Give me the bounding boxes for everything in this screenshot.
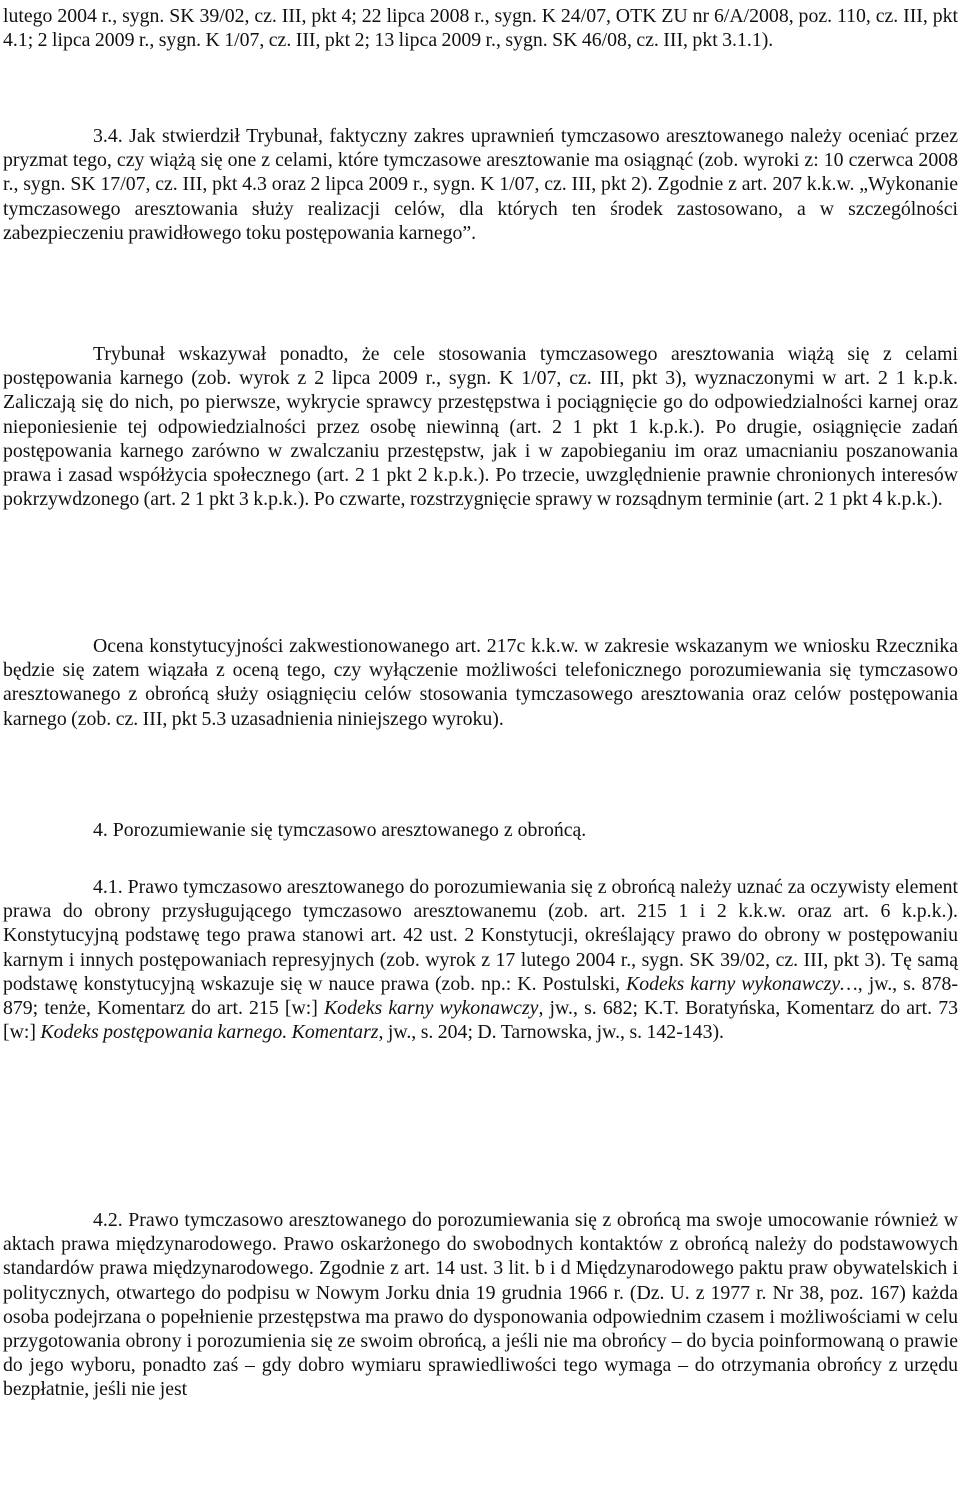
- text-run: 4.1. Prawo tymczasowo aresztowanego do porozumiewania się z obrońcą należy uznać za oczywisty element prawa do obrony przysługującego tymczasowo aresztowanemu (zob. art. 215 1 i 2 k.k.w. oraz art. 6 k.p.k.). Konstytucyjną podstawę tego prawa stanowi art. 42 ust. 2 Konstytucji, określający prawo do obrony w postępowaniu karnym i innych postępowaniach represyjnych (zob. wyrok z 17 lutego 2004 r., sygn. SK 39/02, cz. III, pkt 3). Tę samą podstawę konstytucyjną wskazuje się w nauce prawa (zob. np.: K. Postulski,: [3, 876, 958, 995]
- paragraph-trybunal: Trybunał wskazywał ponadto, że cele stosowania tymczasowego aresztowania wiążą się z celami postępowania karnego (zob. wyrok z 2 lipca 2009 r., sygn. K 1/07, cz. III, pkt 3), wyznaczonymi w art. 2 1 k.p.k. Zaliczają się do nich, po pierwsze, wykrycie sprawcy przestępstwa i pociągnięcie go do odpowiedzialności karnej oraz nieponiesienie tej odpowiedzialności przez osobę niewinną (art. 2 1 pkt 1 k.p.k.). Po drugie, osiągnięcie zadań postępowania karnego zarówno w zwalczaniu przestępstw, jak i w zapobieganiu im oraz umacnianiu poszanowania prawa i zasad współżycia społecznego (art. 2 1 pkt 2 k.p.k.). Po trzecie, uwzględnienie prawnie chronionych interesów pokrzywdzonego (art. 2 1 pkt 3 k.p.k.). Po czwarte, rozstrzygnięcie sprawy w rozsądnym terminie (art. 2 1 pkt 4 k.p.k.).: [3, 343, 958, 511]
- paragraph-3-4: 3.4. Jak stwierdził Trybunał, faktyczny zakres uprawnień tymczasowo aresztowanego należy oceniać przez pryzmat tego, czy wiążą się one z celami, które tymczasowe aresztowanie ma osiągnąć (zob. wyroki z: 10 czerwca 2008 r., sygn. SK 17/07, cz. III, pkt 4.3 oraz 2 lipca 2009 r., sygn. K 1/07, cz. III, pkt 2). Zgodnie z art. 207 k.k.w. „Wykonanie tymczasowego aresztowania służy realizacji celów, dla których ten środek zastosowano, a w szczególności zabezpieczeniu prawidłowego toku postępowania karnego”.: [3, 125, 958, 244]
- paragraph-4-2: 4.2. Prawo tymczasowo aresztowanego do porozumiewania się z obrońcą ma swoje umocowanie również w aktach prawa międzynarodowego. Prawo oskarżonego do swobodnych kontaktów z obrońcą należy do podstawowych standardów prawa międzynarodowego. Zgodnie z art. 14 ust. 3 lit. b i d Międzynarodowego paktu praw obywatelskich i politycznych, otwartego do podpisu w Nowym Jorku dnia 19 grudnia 1966 r. (Dz. U. z 1977 r. Nr 38, poz. 167) każda osoba podejrzana o popełnienie przestępstwa ma prawo do dysponowania odpowiednim czasem i możliwościami w celu przygotowania obrony i porozumienia się ze swoim obrońcą, a jeśli nie ma obrońcy – do bycia poinformowaną o prawie do jego wyboru, ponadto zaś – gdy dobro wymiaru sprawiedliwości tego wymaga – do otrzymania obrońcy z urzędu bezpłatnie, jeśli nie jest: [3, 1209, 958, 1401]
- italic-title: Kodeks postępowania karnego. Komentarz: [40, 1021, 379, 1044]
- paragraph-4-1: [3, 875, 958, 1044]
- text-run: , jw., s. 682; K.T. Boratyńska, Komentarz do art. 73 [w:]: [3, 997, 958, 1044]
- text-run: , jw., s. 878-879; tenże, Komentarz do art. 215 [w:]: [3, 972, 958, 1020]
- text-run: , jw., s. 204; D. Tarnowska, jw., s. 142-143).: [378, 1021, 724, 1044]
- paragraph-citation-continuation: lutego 2004 r., sygn. SK 39/02, cz. III, pkt 4; 22 lipca 2008 r., sygn. K 24/07, OTK ZU nr 6/A/2008, poz. 110, cz. III, pkt 4.1; 2 lipca 2009 r., sygn. K 1/07, cz. III, pkt 2; 13 lipca 2009 r., sygn. SK 46/08, cz. III, pkt 3.1.1).: [3, 5, 958, 52]
- italic-title: Kodeks karny wykonawczy…: [626, 972, 858, 995]
- section-heading-4: 4. Porozumiewanie się tymczasowo aresztowanego z obrońcą.: [93, 819, 587, 841]
- italic-title: Kodeks karny wykonawczy: [323, 997, 539, 1020]
- paragraph-ocena: Ocena konstytucyjności zakwestionowanego art. 217c k.k.w. w zakresie wskazanym we wniosku Rzecznika będzie się zatem wiązała z oceną tego, czy wyłączenie możliwości telefonicznego porozumiewania się tymczasowo aresztowanego z obrońcą służy osiągnięciu celów stosowania tymczasowego aresztowania oraz celów postępowania karnego (zob. cz. III, pkt 5.3 uzasadnienia niniejszego wyroku).: [3, 635, 958, 730]
